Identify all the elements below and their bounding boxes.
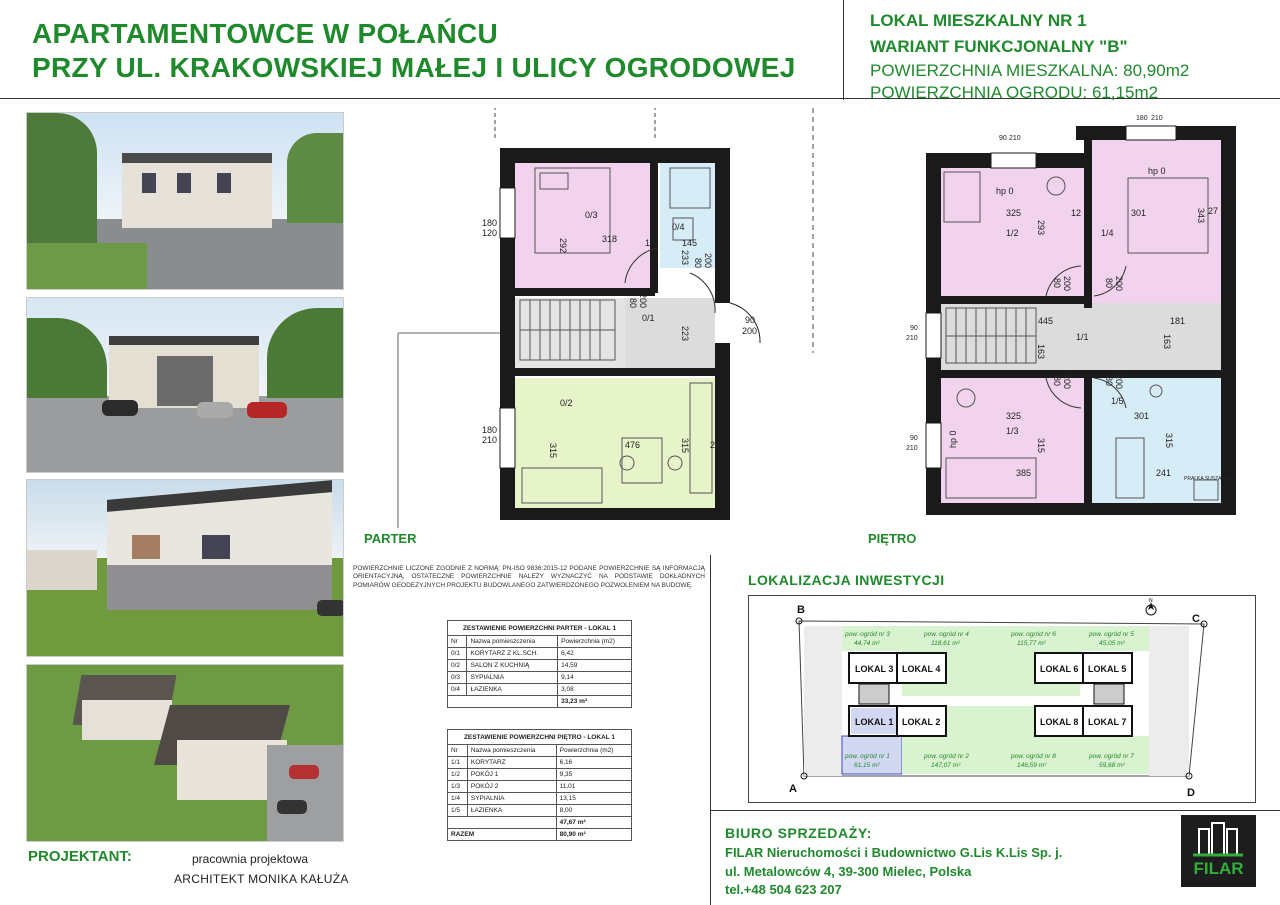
room-1-2: 1/2 — [1006, 228, 1019, 238]
win-210b: 210 — [1151, 115, 1163, 122]
table-parter-total: 33,23 m² — [558, 696, 632, 708]
dim-301b: 301 — [1134, 411, 1150, 421]
col-area: Powierzchnia (m2) — [558, 636, 632, 648]
sales-phone: tel.+48 504 623 207 — [725, 882, 842, 897]
header-vertical-divider — [843, 0, 844, 100]
cell: 1/3 — [448, 781, 468, 793]
dim-241: 241 — [1156, 468, 1172, 478]
cell: POKÓJ 1 — [467, 769, 556, 781]
unit-3-label: LOKAL 3 — [855, 664, 894, 674]
dim-200a: 200 — [638, 293, 648, 309]
unit-6-label: LOKAL 6 — [1040, 664, 1079, 674]
dim-80a: 80 — [1052, 278, 1062, 289]
unit-8-label: LOKAL 8 — [1040, 717, 1079, 727]
cell: 11,01 — [556, 781, 631, 793]
dim-223: 223 — [680, 326, 690, 342]
table-row — [448, 769, 632, 781]
dim-163: 163 — [1036, 344, 1046, 360]
unit-number: LOKAL MIESZKALNY NR 1 — [870, 11, 1087, 30]
garden-6-label: pow. ogród nr 6 — [1011, 631, 1056, 638]
corner-b: B — [797, 604, 805, 616]
garden-4-value: 118,61 m² — [931, 640, 960, 647]
cell: 0/2 — [448, 660, 467, 672]
room-1-5: 1/5 — [1111, 396, 1124, 406]
dim-12: 12 — [645, 238, 656, 248]
dim-301: 301 — [1131, 208, 1147, 218]
win-180: 180 — [1136, 115, 1148, 122]
win-120: 120 — [482, 228, 498, 238]
col-name: Nazwa pomieszczenia — [467, 745, 556, 757]
cell: 6,42 — [558, 648, 632, 660]
bottom-right-vertical-divider — [710, 555, 711, 905]
cell: 9,14 — [558, 672, 632, 684]
cell: 0/1 — [448, 648, 467, 660]
cell: 1/2 — [448, 769, 468, 781]
room-1-4: 1/4 — [1101, 228, 1114, 238]
render-image-1 — [26, 112, 344, 290]
win-90c: 90 — [910, 435, 918, 442]
col-nr: Nr — [448, 745, 468, 757]
cell: SALON Z KUCHNIĄ — [467, 660, 558, 672]
floor-plan-parter — [364, 108, 840, 546]
cell: 13,15 — [556, 793, 631, 805]
room-0-1: 0/1 — [642, 313, 655, 323]
unit-2-label: LOKAL 2 — [902, 717, 941, 727]
sales-address: ul. Metalowców 4, 39-300 Mielec, Polska — [725, 864, 972, 879]
room-0-2: 0/2 — [560, 398, 573, 408]
cell: 0/4 — [448, 684, 467, 696]
win-210a: 210 — [1009, 135, 1021, 142]
cell: SYPIALNIA — [467, 793, 556, 805]
designer-name: ARCHITEKT MONIKA KAŁUŻA — [174, 872, 349, 886]
table-pietro-total: 47,67 m² — [556, 817, 631, 829]
dim-325: 325 — [1006, 208, 1022, 218]
dim-145: 145 — [682, 238, 698, 248]
dim-315: 315 — [1036, 438, 1046, 454]
cell: 14,59 — [558, 660, 632, 672]
cell: 0/3 — [448, 672, 467, 684]
room-0-3: 0/3 — [585, 210, 598, 220]
garden-3-value: 44,74 m² — [854, 640, 880, 647]
render-image-2 — [26, 297, 344, 473]
garden-2-label: pow. ogród nr 2 — [924, 753, 969, 760]
razem-value: 80,90 m² — [556, 829, 631, 841]
win-90b: 90 — [910, 325, 918, 332]
dim-292: 292 — [558, 238, 568, 254]
cell: 1/1 — [448, 757, 468, 769]
cell: 8,00 — [556, 805, 631, 817]
sales-company: FILAR Nieruchomości i Budownictwo G.Lis K.Lis Sp. j. — [725, 845, 1063, 860]
win-210: 210 — [482, 435, 498, 445]
unit-5-label: LOKAL 5 — [1088, 664, 1127, 674]
table-row — [448, 660, 632, 672]
dim-80a: 80 — [628, 298, 638, 309]
cell-empty — [448, 696, 558, 708]
dim-233: 233 — [680, 250, 690, 266]
cell: 1/4 — [448, 793, 468, 805]
room-1-1: 1/1 — [1076, 332, 1089, 342]
garden-3-label: pow. ogród nr 3 — [845, 631, 890, 638]
garden-5-value: 45,05 m² — [1099, 640, 1125, 647]
garden-8-label: pow. ogród nr 8 — [1011, 753, 1056, 760]
cell: SYPIALNIA — [467, 672, 558, 684]
sales-divider — [710, 810, 1280, 811]
table-row — [448, 648, 632, 660]
table-pietro-caption: ZESTAWIENIE POWIERZCHNI PIĘTRO - LOKAL 1 — [448, 730, 632, 745]
dim-318: 318 — [602, 234, 618, 244]
dim-163b: 163 — [1162, 334, 1172, 350]
unit-living-area: POWIERZCHNIA MIESZKALNA: 80,90m2 — [870, 61, 1190, 80]
unit-7-label: LOKAL 7 — [1088, 717, 1127, 727]
floor-plan-pietro — [866, 108, 1266, 546]
hp-label-1: hp 0 — [996, 186, 1014, 196]
hp-label-3: hp 0 — [948, 430, 958, 448]
north-arrow-icon — [1146, 598, 1156, 615]
dim-200c: 200 — [1062, 374, 1072, 390]
unit-4-label: LOKAL 4 — [902, 664, 941, 674]
col-nr: Nr — [448, 636, 467, 648]
unit-1-label: LOKAL 1 — [855, 717, 894, 727]
door-200: 200 — [742, 326, 758, 336]
dim-80b: 80 — [1104, 278, 1114, 289]
garden-7-value: 59,68 m² — [1099, 762, 1125, 769]
cell: POKÓJ 2 — [467, 781, 556, 793]
dim-293: 293 — [1036, 220, 1046, 236]
col-area: Powierzchnia (m2) — [556, 745, 631, 757]
table-row — [448, 684, 632, 696]
cell: 3,08 — [558, 684, 632, 696]
logo-text: FILAR — [1193, 859, 1244, 878]
unit-variant: WARIANT FUNKCJONALNY "B" — [870, 37, 1128, 56]
sales-title: BIURO SPRZEDAŻY: — [725, 825, 873, 841]
room-1-3: 1/3 — [1006, 426, 1019, 436]
room-0-4: 0/4 — [672, 222, 685, 232]
win-180b: 180 — [482, 425, 498, 435]
dim-200b: 200 — [1114, 276, 1124, 292]
dim-80c: 80 — [1052, 376, 1062, 387]
cell-empty — [448, 817, 557, 829]
table-parter-caption: ZESTAWIENIE POWIERZCHNI PARTER - LOKAL 1 — [448, 621, 632, 636]
win-90a: 90 — [999, 135, 1007, 142]
col-name: Nazwa pomieszczenia — [467, 636, 558, 648]
dim-385: 385 — [1016, 468, 1032, 478]
cell: ŁAZIENKA — [467, 805, 556, 817]
dim-315: 315 — [548, 443, 558, 459]
corner-a: A — [789, 783, 797, 795]
cell: 9,35 — [556, 769, 631, 781]
designer-label: PROJEKTANT: — [28, 848, 132, 865]
table-row — [448, 781, 632, 793]
dim-12: 12 — [1071, 208, 1082, 218]
filar-logo — [1181, 815, 1256, 887]
parter-label: PARTER — [364, 531, 417, 546]
cell: 6,16 — [556, 757, 631, 769]
hp-label-2: hp 0 — [1148, 166, 1166, 176]
dim-476: 476 — [625, 440, 641, 450]
cell: KORYTARZ — [467, 757, 556, 769]
corner-d: D — [1187, 787, 1195, 799]
table-row — [448, 793, 632, 805]
corner-c: C — [1192, 613, 1200, 625]
location-map — [748, 595, 1256, 803]
garden-5-label: pow. ogród nr 5 — [1089, 631, 1134, 638]
garden-7-label: pow. ogród nr 7 — [1089, 753, 1134, 760]
cell: 1/5 — [448, 805, 468, 817]
location-title: LOKALIZACJA INWESTYCJI — [748, 572, 945, 588]
dim-200d: 200 — [1114, 374, 1124, 390]
table-row — [448, 757, 632, 769]
project-title: APARTAMENTOWCE W POŁAŃCU — [32, 18, 499, 49]
table-row — [448, 805, 632, 817]
washer-label: PRALKA SUSZARKA — [1184, 476, 1232, 482]
dim-315b: 315 — [680, 438, 690, 454]
dim-325b: 325 — [1006, 411, 1022, 421]
unit-garden-area: POWIERZCHNIA OGRODU: 61,15m2 — [870, 83, 1159, 102]
door-90: 90 — [745, 315, 756, 325]
render-image-4 — [26, 664, 344, 842]
dim-200a: 200 — [1062, 276, 1072, 292]
dim-24: 24 — [710, 440, 721, 450]
win-210c: 210 — [906, 335, 918, 342]
garden-6-value: 115,77 m² — [1017, 640, 1046, 647]
dim-200b: 200 — [703, 253, 713, 269]
garden-4-label: pow. ogród nr 4 — [924, 631, 969, 638]
cell: ŁAZIENKA — [467, 684, 558, 696]
area-note: POWIERZCHNIE LICZONE ZGODNIE Z NORMĄ: PN-ISO 9836:2015-12 PODANE POWIERZCHNIE SĄ INFORMACJĄ ORIENTACYJNĄ, OSTATECZNE POWIERZCHNIE NALEŻY WYZNACZYĆ NA PODSTAWIE DOKŁADNYCH POMIARÓW GEODEZYJNYCH PROJEKTU BUDOWLANEGO ZATWIERDZONEGO POZWOLENIEM NA BUDOWĘ. — [353, 565, 705, 589]
north-label: N — [1149, 598, 1153, 604]
cell: KORYTARZ Z KL.SCH. — [467, 648, 558, 660]
unit-info — [870, 8, 1189, 104]
table-pietro — [447, 729, 632, 841]
pietro-label: PIĘTRO — [868, 531, 917, 546]
dim-181: 181 — [1170, 316, 1186, 326]
designer-studio: pracownia projektowa — [192, 852, 309, 866]
dim-343: 343 — [1196, 208, 1206, 224]
table-row — [448, 672, 632, 684]
razem-label: RAZEM — [448, 829, 557, 841]
garden-2-value: 147,07 m² — [931, 762, 961, 769]
win-180: 180 — [482, 218, 498, 228]
dim-315b: 315 — [1164, 433, 1174, 449]
garden-1-value: 61,15 m² — [854, 762, 880, 769]
project-subtitle: PRZY UL. KRAKOWSKIEJ MAŁEJ I ULICY OGRODOWEJ — [32, 52, 796, 83]
garden-1-label: pow. ogród nr 1 — [845, 753, 890, 760]
table-parter — [447, 620, 632, 708]
dim-445: 445 — [1038, 316, 1054, 326]
render-image-3 — [26, 479, 344, 657]
dim-80b: 80 — [693, 258, 703, 269]
garden-8-value: 146,59 m² — [1017, 762, 1047, 769]
logo-buildings-icon — [1181, 815, 1256, 860]
dim-27: 27 — [1208, 206, 1219, 216]
dim-80d: 80 — [1104, 376, 1114, 387]
win-210d: 210 — [906, 445, 918, 452]
